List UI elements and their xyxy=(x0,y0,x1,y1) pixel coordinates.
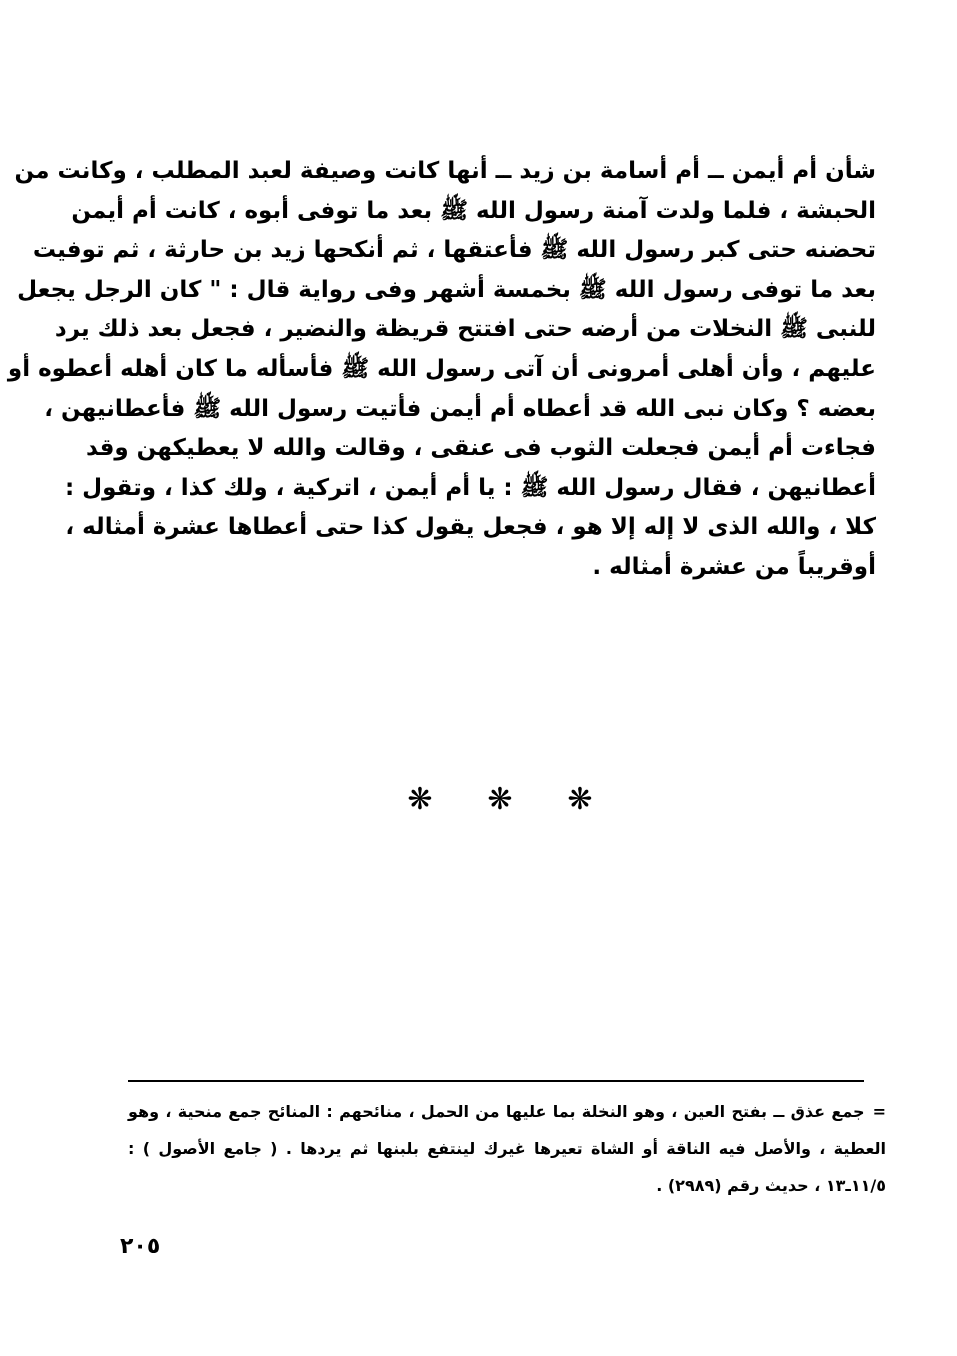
text-line: بعد ما توفى رسول الله ﷺ بخمسة أشهر وفى رواية قال : " كان الرجل يجعل xyxy=(17,276,876,303)
footnote-divider xyxy=(128,1080,864,1082)
text-line: عليهم ، وأن أهلى أمرونى أن آتى رسول الله ﷺ فأسأله ما كان أهله أعطوه أو xyxy=(7,355,876,382)
text-line: شأن أم أيمن ــ أم أسامة بن زيد ــ أنها كانت وصيفة لعبد المطلب ، وكانت من xyxy=(14,158,876,184)
text-line: فجاءت أم أيمن فجعلت الثوب فى عنقى ، وقالت والله لا يعطيكهن وقد xyxy=(86,435,876,462)
page-number: ٢٠٥ xyxy=(120,1234,161,1259)
footnote-line-text: جمع عذق ــ بفتح العين ، وهو النخلة بما عليها من الحمل ، منائحهم : المنائح جمع منحية ، وهو xyxy=(128,1102,865,1121)
footnote-line: ١١/٥ـ١٣ ، حديث رقم (٢٩٨٩) . xyxy=(656,1176,886,1195)
text-line: تحضنه حتى كبر رسول الله ﷺ فأعتقها ، ثم أنكحها زيد بن حارثة ، ثم توفيت xyxy=(32,237,876,264)
text-line: أوقريباً من عشرة أمثاله . xyxy=(592,553,876,580)
asterisk-ornament: ❋ xyxy=(407,782,433,817)
text-line: أعطانيهن ، فقال رسول الله ﷺ : يا أم أيمن ، اتركية ، ولك كذا ، وتقول : xyxy=(64,474,876,501)
text-line: للنبى ﷺ النخلات من أرضه حتى افتتح قريظة والنضير ، فجعل بعد ذلك يرد xyxy=(54,316,876,343)
text-line: كلا ، والله الذى لا إله إلا هو ، فجعل يقول كذا حتى أعطاها عشرة أمثاله ، xyxy=(65,514,876,541)
text-line: الحبشة ، فلما ولدت آمنة رسول الله ﷺ بعد ما توفى أبوه ، كانت أم أيمن xyxy=(71,197,876,224)
main-text xyxy=(7,152,876,588)
footnote xyxy=(128,1093,886,1204)
text-line: بعضه ؟ وكان نبى الله قد أعطاه أم أيمن فأتيت رسول الله ﷺ فأعطانيهن ، xyxy=(44,395,876,422)
section-separator xyxy=(400,780,600,820)
asterisk-ornament: ❋ xyxy=(487,782,513,817)
footnote-line xyxy=(128,1093,886,1130)
footnote-marker: = xyxy=(872,1102,886,1121)
footnote-line: العطية ، والأصل فيه الناقة أو الشاة تعيرها غيرك لينتفع بلبنها ثم يردها . ( جامع الأصول ) : xyxy=(128,1139,886,1158)
asterisk-ornament: ❋ xyxy=(567,782,593,817)
